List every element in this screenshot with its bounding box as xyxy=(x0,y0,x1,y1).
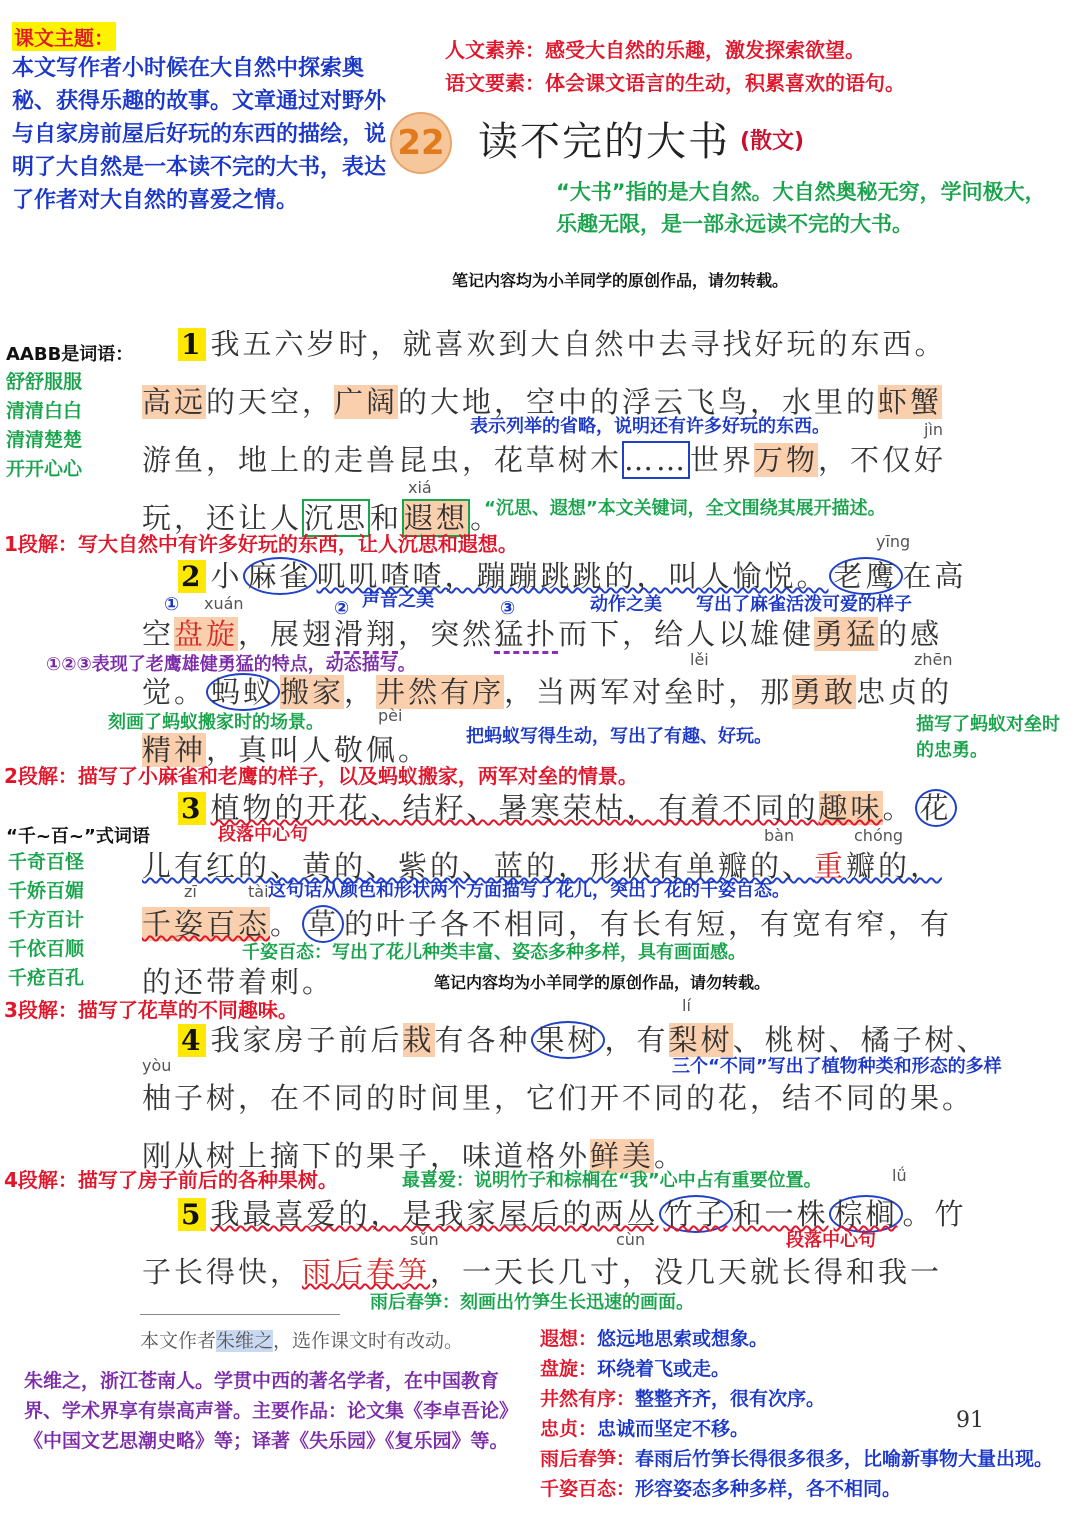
p3-line1: 3 植物的开花、结籽、暑寒荣枯，有着不同的趣味。 花 xyxy=(178,786,957,827)
p2-line4: 精神，真叫人敬佩。 xyxy=(142,733,431,767)
aabb-title: AABB是词语： xyxy=(6,344,134,365)
pinyin-lei: lěi xyxy=(690,650,709,669)
glossary-item: 忠贞：忠诚而坚定不移。 xyxy=(540,1418,750,1440)
glossary-item: 盘旋：环绕着飞或走。 xyxy=(540,1358,731,1380)
p4-line2: 柚子树，在不同的时间里，它们开不同的花，结不同的果。 xyxy=(142,1081,975,1115)
pinyin-lu: lǘ xyxy=(892,1166,907,1185)
list-item: 千方百计 xyxy=(8,909,85,931)
list-item: 舒舒服服 xyxy=(6,371,83,393)
aabb-word-list xyxy=(6,368,82,484)
note-ant-brave: 描写了蚂蚁对垒时的忠勇。 xyxy=(916,714,1060,761)
lesson-genre: (散文) xyxy=(740,129,805,154)
note-action: 动作之美 xyxy=(590,594,662,615)
note-center-p5: 段落中心句 xyxy=(786,1230,876,1251)
p3-line4: 的还带着刺。 xyxy=(142,965,335,999)
pinyin-ying: yīng xyxy=(876,532,911,551)
footnote: 本文作者朱维之，选作课文时有改动。 xyxy=(140,1330,464,1352)
note-sparrow: 写出了麻雀活泼可爱的样子 xyxy=(696,594,912,615)
mark-3: ③ xyxy=(500,598,516,619)
segment-summary-2: 2段解：描写了小麻雀和老鹰的样子，以及蚂蚁搬家，两军对垒的情景。 xyxy=(4,764,638,788)
pinyin-zhen: zhēn xyxy=(914,650,953,669)
p5-line1: 5 我最喜爱的，是我家屋后的两丛 竹子 和一株 棕榈 。竹 xyxy=(178,1192,967,1233)
humanistic-goal: 人文素养：感受大自然的乐趣，激发探索欲望。 xyxy=(445,38,865,62)
note-eagle: ①②③表现了老鹰雄健勇猛的特点，动态描写。 xyxy=(46,654,416,675)
glossary-item: 千姿百态：形容姿态多种多样，各不相同。 xyxy=(540,1478,902,1500)
pinyin-cun: cùn xyxy=(616,1230,646,1249)
segment-summary-1: 1段解：写大自然中有许多好玩的东西，让人沉思和遐想。 xyxy=(4,532,518,556)
list-item: 千依百顺 xyxy=(8,938,85,960)
p2-line2: 空盘旋，展翅滑翔，突然猛扑而下，给人以雄健勇猛的感 xyxy=(142,612,942,653)
list-item: 清清白白 xyxy=(6,400,83,422)
copyright-notice: 笔记内容均为小羊同学的原创作品，请勿转载。 xyxy=(452,271,789,290)
pinyin-li: lí xyxy=(682,996,691,1015)
note-center-p3: 段落中心句 xyxy=(218,824,308,845)
theme-label: 课文主题： xyxy=(12,22,116,51)
segment-summary-3: 3段解：描写了花草的不同趣味。 xyxy=(4,998,298,1022)
theme-text: 本文写作者小时候在大自然中探索奥秘、获得乐趣的故事。文章通过对野外与自家房前屋后好玩的东西的描绘，说明了大自然是一本读不完的大书，表达了作者对大自然的喜爱之情。 xyxy=(12,56,387,213)
mark-2: ② xyxy=(334,598,350,619)
pinyin-sun: sǔn xyxy=(410,1230,439,1249)
note-ant-scene: 刻画了蚂蚁搬家时的场景。 xyxy=(108,712,324,733)
list-item: 千疮百孔 xyxy=(8,967,85,989)
p3-line3: 千姿百态。 草 的叶子各不相同，有长有短，有宽有窄，有 xyxy=(142,907,953,941)
pinyin-chong: chóng xyxy=(854,826,904,845)
p1-line4: 玩，还让人沉思和遐想。 xyxy=(142,501,503,535)
pinyin-ban: bàn xyxy=(764,826,795,845)
mark-1: ① xyxy=(164,594,180,615)
pinyin-tai: tài xyxy=(248,882,269,901)
pinyin-zi: zī xyxy=(184,882,197,901)
note-keywords: “沉思、遐想”本文关键词，全文围绕其展开描述。 xyxy=(484,498,886,519)
p1-line3: 游鱼，地上的走兽昆虫，花草树木……世界万物，不仅好 xyxy=(142,443,947,477)
p2-line3: 觉。 蚂蚁 搬家，井然有序，当两军对垒时，那勇敢忠贞的 xyxy=(142,675,953,709)
glossary-item: 井然有序：整整齐齐，很有次序。 xyxy=(540,1388,826,1410)
pinyin-pei: pèi xyxy=(378,706,403,725)
big-book-note: “大书”指的是大自然。大自然奥秘无穷，学问极大，乐趣无限，是一部永远读不完的大书。 xyxy=(556,180,1046,236)
note-qianzi: 千姿百态：写出了花儿种类丰富、姿态多种多样，具有画面感。 xyxy=(242,942,746,963)
pinyin-you: yòu xyxy=(142,1056,172,1075)
copyright-notice-2: 笔记内容均为小羊同学的原创作品，请勿转载。 xyxy=(434,973,771,992)
learning-goals xyxy=(445,34,905,100)
glossary-item: 雨后春笋：春雨后竹笋长得很多很多，比喻新事物大量出现。 xyxy=(540,1448,1054,1470)
p4-line3: 刚从树上摘下的果子，味道格外鲜美。 xyxy=(142,1139,687,1173)
p1-line1: 1 我五六岁时，就喜欢到大自然中去寻找好玩的东西。 xyxy=(178,322,947,363)
qianbai-word-list xyxy=(8,848,84,993)
author-info: 朱维之，浙江苍南人。学贯中西的著名学者，在中国教育界、学术界享有崇高声誉。主要作品：论文集《李卓吾论》《中国文艺思潮史略》等；译著《失乐园》《复乐园》等。 xyxy=(24,1370,519,1452)
p4-line1: 4 我家房子前后栽有各种 果树 ，有梨树、桃树、橘子树、 xyxy=(178,1018,989,1059)
list-item: 千奇百怪 xyxy=(8,851,85,873)
note-sound: 声音之美 xyxy=(362,590,434,611)
list-item: 千娇百媚 xyxy=(8,880,85,902)
p5-line2: 子长得快，雨后春笋，一天长几寸，没几天就长得和我一 xyxy=(142,1255,943,1289)
note-butong: 三个“不同”写出了植物种类和形态的多样 xyxy=(672,1056,1002,1077)
glossary xyxy=(540,1324,1070,1504)
lesson-number-badge: 22 xyxy=(390,112,452,174)
p1-line2: 高远的天空，广阔的大地，空中的浮云飞鸟，水里的虾蟹 xyxy=(142,385,943,419)
language-goal: 语文要素：体会课文语言的生动，积累喜欢的语句。 xyxy=(445,71,905,95)
qianbai-title: “千~百~”式词语 xyxy=(6,826,150,847)
list-item: 开开心心 xyxy=(6,458,83,480)
paragraph-number: 1 xyxy=(178,328,206,361)
p3-line2: 儿有红的、黄的、紫的、蓝的，形状有单瓣的、重瓣的， xyxy=(142,849,943,883)
pinyin-xuan: xuán xyxy=(204,594,244,613)
note-fav: 最喜爱：说明竹子和棕榈在“我”心中占有重要位置。 xyxy=(402,1170,822,1191)
note-flowers: 这句话从颜色和形状两个方面描写了花儿，突出了花的千姿百态。 xyxy=(268,880,790,901)
segment-summary-4: 4段解：描写了房子前后的各种果树。 xyxy=(4,1168,338,1192)
glossary-item: 遐想：悠远地思索或想象。 xyxy=(540,1328,769,1350)
note-ellipsis: 表示列举的省略，说明还有许多好玩的东西。 xyxy=(470,416,830,437)
p2-line1: 2 小 麻雀 叽叽喳喳，蹦蹦跳跳的，叫人愉悦。 老鹰 在高 xyxy=(178,554,967,595)
lesson-title: 读不完的大书 xyxy=(478,119,730,165)
note-ant-vivid: 把蚂蚁写得生动，写出了有趣、好玩。 xyxy=(466,726,772,747)
footnote-divider xyxy=(140,1314,340,1315)
list-item: 清清楚楚 xyxy=(6,429,83,451)
note-chunsun: 雨后春笋：刻画出竹笋生长迅速的画面。 xyxy=(370,1292,694,1313)
page-number: 91 xyxy=(956,1408,984,1433)
pinyin-xia: xiá xyxy=(408,478,432,497)
pinyin-jin: jìn xyxy=(924,420,944,439)
